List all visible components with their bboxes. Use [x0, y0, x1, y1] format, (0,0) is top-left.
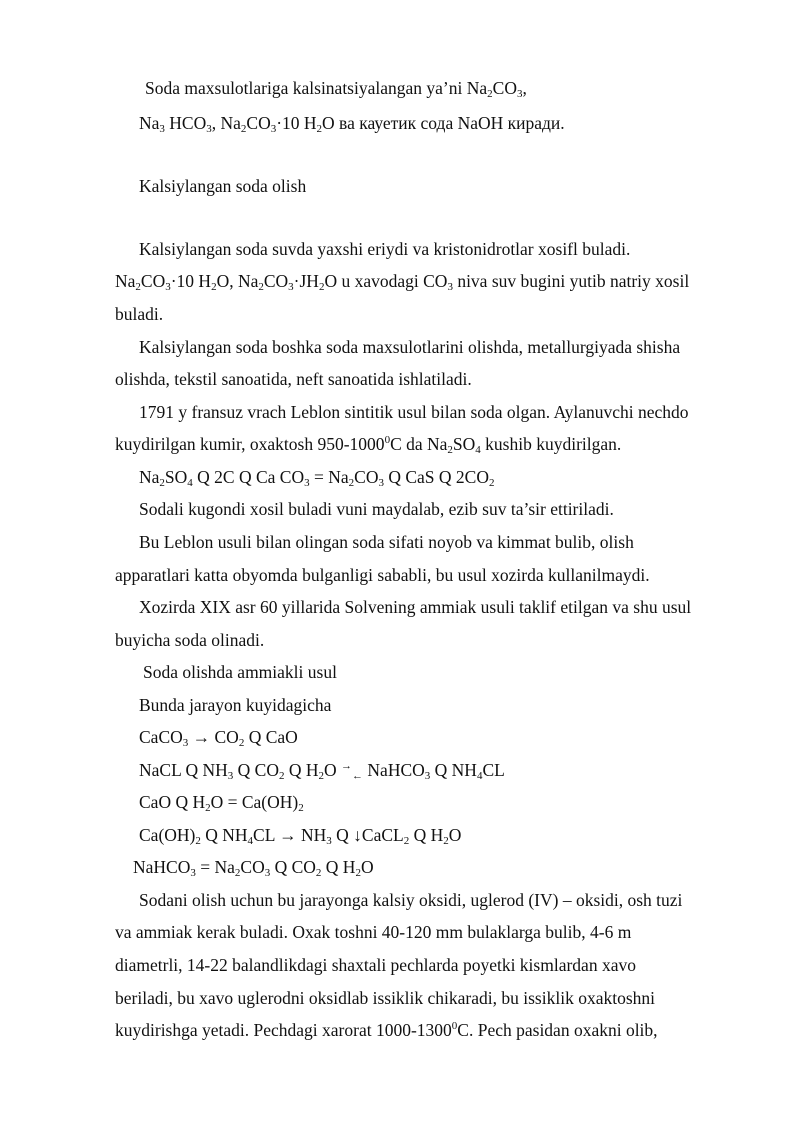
subscript-text: 2 [279, 770, 285, 782]
subscript-text: 2 [315, 867, 322, 879]
text-run: kushib kuydirilgan. [480, 434, 622, 454]
equation-line [139, 465, 494, 489]
paragraph-line [115, 432, 621, 456]
text-run: CL → NH [253, 825, 327, 845]
subscript-text: 2 [234, 867, 241, 879]
text-run: buyicha soda olinadi. [115, 630, 265, 650]
paragraph-line [145, 76, 527, 100]
text-run: C da Na [390, 434, 448, 454]
subscript-text: 3 [378, 477, 384, 489]
subscript-text: 2 [447, 444, 453, 456]
text-run: O u xavodagi CO [324, 271, 448, 291]
text-run: CO [492, 78, 517, 98]
text-run: Bu Leblon usuli bilan olingan soda sifati noyob va kimmat bulib, olish [139, 532, 634, 552]
text-run: Q H [284, 760, 319, 780]
subscript-text: 3 [304, 477, 310, 489]
paragraph-line [115, 302, 163, 326]
equation-line [139, 790, 304, 814]
subscript-text: 2 [159, 477, 165, 489]
subscript-text: 3 [182, 737, 189, 749]
text-run: Kalsiylangan soda boshka soda maxsulotlarini olishda, metallurgiyada shisha [139, 337, 681, 357]
text-run: O ва кауетик сода NaOH киради. [322, 113, 565, 133]
equation-line [139, 758, 505, 782]
subscript-text: 4 [476, 770, 483, 782]
text-run: = Na [195, 857, 235, 877]
text-run: Q 2C Q Ca CO [192, 467, 305, 487]
section-heading [143, 660, 337, 684]
paragraph-line [115, 920, 742, 944]
text-run: O = Ca(OH) [210, 792, 299, 812]
text-run: NaHCO [363, 760, 425, 780]
supscript-text: → [341, 760, 353, 772]
paragraph-line [139, 237, 742, 261]
text-run: Xozirda XIX asr 60 yillarida Solvening ammiak usuli taklif etilgan va shu usul [139, 597, 692, 617]
paragraph-line [115, 1018, 742, 1042]
text-run: Q CaO [244, 727, 298, 747]
paragraph-line [139, 530, 742, 554]
subscript-text: 2 [488, 477, 495, 489]
subscript-text: 3 [190, 867, 196, 879]
paragraph-line [139, 335, 742, 359]
text-run: HCO [164, 113, 207, 133]
subscript-text: 3 [270, 123, 277, 135]
text-run: Q ↓CaCL [331, 825, 404, 845]
text-run: ·10 H [276, 113, 317, 133]
subscript-text: 2 [205, 802, 211, 814]
text-run: Q CO [270, 857, 316, 877]
paragraph-line [139, 888, 742, 912]
paragraph-line [115, 367, 472, 391]
text-run: Soda maxsulotlariga kalsinatsiyalangan ya’ni Na [145, 78, 488, 98]
text-run: Q CO [233, 760, 279, 780]
text-run: Sodali kugondi xosil buladi vuni maydalab, ezib suv ta’sir ettiriladi. [139, 499, 614, 519]
subscript-text: ← [352, 770, 364, 782]
text-run: va ammiak kerak buladi. Oxak toshni 40-120 mm bulaklarga bulib, 4-6 m [115, 922, 632, 942]
subscript-text: 3 [516, 88, 523, 100]
subscript-text: 2 [348, 477, 355, 489]
subscript-text: 2 [355, 867, 361, 879]
text-run: CO [354, 467, 379, 487]
text-run: ·JH [293, 271, 319, 291]
supscript-text: 0 [451, 1020, 458, 1032]
text-run: diametrli, 14-22 balandlikdagi shaxtali pechlarda poyetki kismlardan xavo [115, 955, 636, 975]
subscript-text: 4 [247, 835, 254, 847]
text-run: Q NH [200, 825, 248, 845]
equation-line [133, 855, 374, 879]
text-run: NaCL Q NH [139, 760, 228, 780]
subscript-text: 2 [135, 281, 141, 293]
text-run: , Na [211, 113, 241, 133]
paragraph-line [139, 497, 614, 521]
text-run: kuydirilgan kumir, oxaktosh 950-1000 [115, 434, 385, 454]
text-run: kuydirishga yetadi. Pechdagi xarorat 1000-1300 [115, 1020, 452, 1040]
text-run: buladi. [115, 304, 164, 324]
text-run: C. Pech pasidan oxakni olib, [457, 1020, 658, 1040]
text-run: Ca(OH) [139, 825, 196, 845]
subscript-text: 2 [211, 281, 217, 293]
text-run: apparatlari katta obyomda bulganligi sababli, bu usul xozirda kullanilmaydi. [115, 565, 650, 585]
text-run: SO [452, 434, 476, 454]
subscript-text: 3 [326, 835, 332, 847]
text-run: O, Na [216, 271, 259, 291]
text-run: ·10 H [170, 271, 212, 291]
text-run: , [522, 78, 527, 98]
text-run: Q NH [430, 760, 477, 780]
text-run: = Na [309, 467, 349, 487]
text-run: CO [263, 271, 289, 291]
text-run: Bunda jarayon kuyidagicha [139, 695, 332, 715]
subscript-text: 3 [159, 123, 165, 135]
section-heading [139, 174, 306, 198]
text-run: CaO Q H [139, 792, 206, 812]
text-run: Na [115, 271, 136, 291]
subscript-text: 2 [443, 835, 449, 847]
subscript-text: 2 [195, 835, 201, 847]
subscript-text: 3 [447, 281, 453, 293]
text-run: CL [482, 760, 505, 780]
subscript-text: 2 [258, 281, 264, 293]
text-run: NaHCO [133, 857, 191, 877]
text-run: Kalsiylangan soda olish [139, 176, 307, 196]
text-run: CO [140, 271, 166, 291]
paragraph-line [115, 953, 742, 977]
text-run: O [360, 857, 374, 877]
text-run: → CO [188, 727, 239, 747]
subscript-text: 4 [187, 477, 193, 489]
paragraph-line [115, 986, 742, 1010]
paragraph-line [139, 400, 742, 424]
subscript-text: 2 [316, 123, 323, 135]
text-run: niva suv bugini yutib natriy xosil [452, 271, 690, 291]
text-run: Kalsiylangan soda suvda yaxshi eriydi va kristonidrotlar xosifl buladi. [139, 239, 631, 259]
text-run: O [448, 825, 462, 845]
text-run: 1791 y fransuz vrach Leblon sintitik usul bilan soda olgan. Aylanuvchi nechdo [139, 402, 689, 422]
subscript-text: 2 [240, 123, 247, 135]
paragraph-line [115, 269, 742, 293]
text-run: beriladi, bu xavo uglerodni oksidlab issiklik chikaradi, bu issiklik oxaktoshni [115, 988, 656, 1008]
subscript-text: 2 [318, 770, 325, 782]
text-run: CO [240, 857, 265, 877]
paragraph-line [115, 563, 650, 587]
text-run: Soda olishda ammiakli usul [143, 662, 337, 682]
paragraph-line [115, 628, 264, 652]
text-run: olishda, tekstil sanoatida, neft sanoatida ishlatiladi. [115, 369, 472, 389]
text-run: CO [246, 113, 271, 133]
equation-line [139, 823, 461, 847]
text-run: Q H [409, 825, 444, 845]
paragraph-line [139, 595, 742, 619]
paragraph-line [139, 693, 331, 717]
subscript-text: 2 [318, 281, 325, 293]
text-run: CaCO [139, 727, 183, 747]
text-run: Q H [321, 857, 356, 877]
subscript-text: 2 [487, 88, 493, 100]
text-run: Q CaS Q 2CO [383, 467, 489, 487]
text-run: Na [139, 467, 160, 487]
subscript-text: 3 [165, 281, 171, 293]
text-run: SO [164, 467, 188, 487]
equation-line [139, 725, 298, 749]
subscript-text: 3 [206, 123, 212, 135]
subscript-text: 2 [298, 802, 304, 814]
text-run: Na [139, 113, 160, 133]
subscript-text: 4 [475, 444, 481, 456]
text-run: Sodani olish uchun bu jarayonga kalsiy oksidi, uglerod (IV) – oksidi, osh tuzi [139, 890, 683, 910]
text-run: O [324, 760, 342, 780]
subscript-text: 3 [424, 770, 431, 782]
subscript-text: 2 [403, 835, 410, 847]
paragraph-line [139, 111, 565, 135]
subscript-text: 3 [227, 770, 234, 782]
subscript-text: 3 [264, 867, 271, 879]
subscript-text: 3 [288, 281, 294, 293]
supscript-text: 0 [384, 434, 391, 446]
subscript-text: 2 [238, 737, 245, 749]
